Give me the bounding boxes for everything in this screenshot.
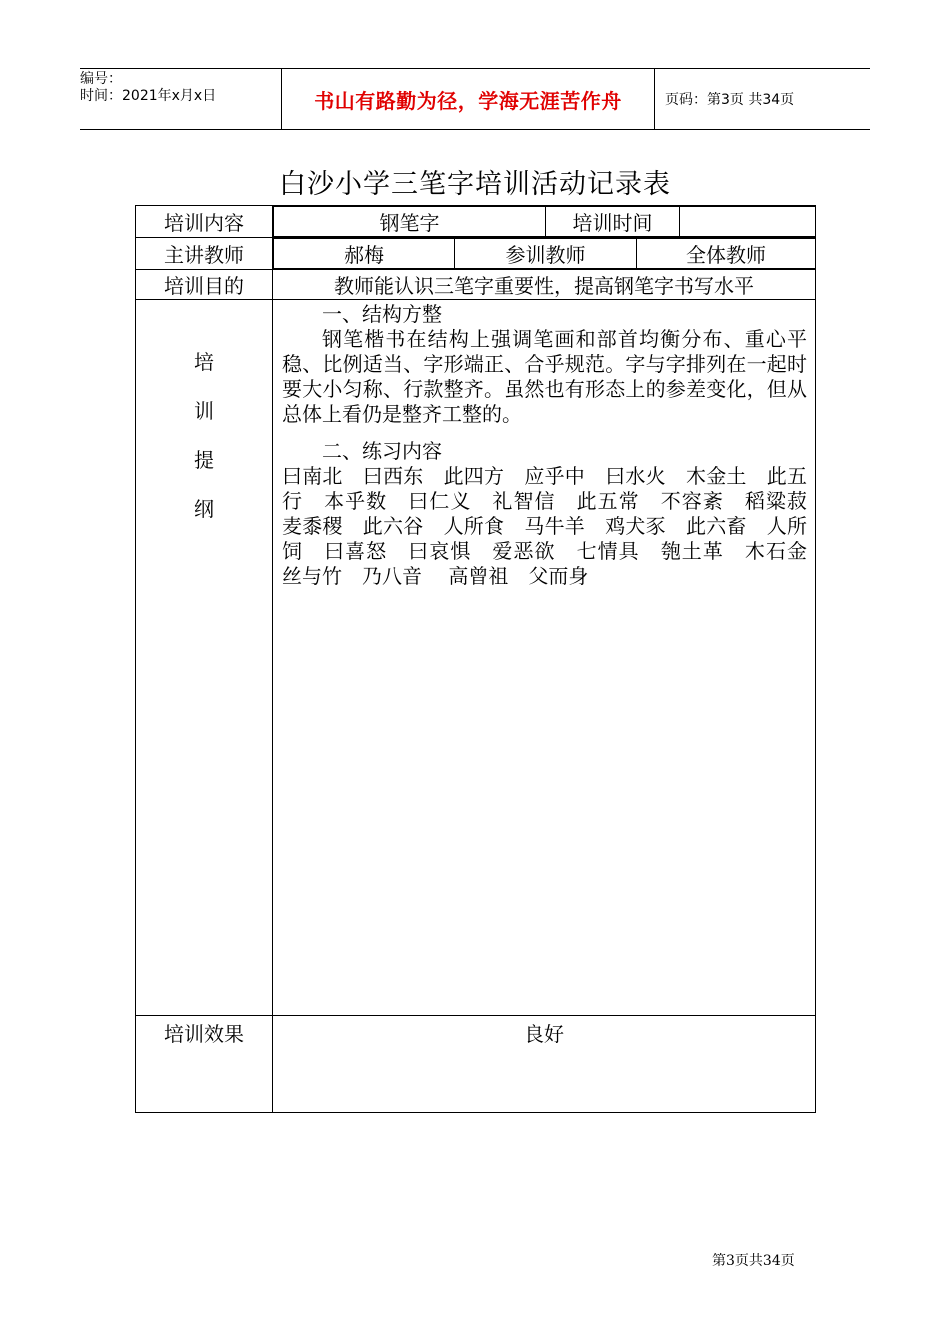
outline-label-char: 纲 — [194, 497, 214, 521]
outline-label-char: 提 — [194, 448, 214, 472]
label-purpose: 培训目的 — [136, 270, 273, 300]
row-teachers — [136, 238, 816, 270]
serial-label: 编号： — [80, 71, 122, 87]
outline-label-char: 培 — [194, 350, 214, 374]
row-effect — [136, 1016, 816, 1113]
outline-paragraph-structure: 钢笔楷书在结构上强调笔画和部首均衡分布、重心平稳、比例适当、字形端正、合乎规范。字与字排列在一起时要大小匀称、行款整齐。虽然也有形态上的参差变化，但从总体上看仍是整齐工整的。 — [282, 327, 807, 426]
outline-heading-structure: 一、结构方整 — [322, 302, 442, 326]
value-lecturer: 郝梅 — [274, 239, 455, 269]
label-time: 培训时间 — [546, 207, 680, 237]
outline-heading-practice: 二、练习内容 — [322, 439, 442, 463]
row-purpose — [136, 270, 816, 300]
date-line: 时间：2021年x月x日 — [80, 88, 217, 104]
row-content — [136, 206, 816, 238]
value-content: 钢笔字 — [274, 207, 546, 237]
value-participants: 全体教师 — [637, 239, 816, 269]
page-header — [80, 68, 870, 130]
header-motto: 书山有路勤为径，学海无涯苦作舟 — [282, 69, 655, 129]
document-title: 白沙小学三笔字培训活动记录表 — [279, 169, 671, 200]
record-table — [135, 205, 827, 1113]
value-effect: 良好 — [273, 1016, 816, 1113]
value-time — [680, 207, 816, 237]
label-participants: 参训教师 — [455, 239, 637, 269]
cell-content-group — [273, 206, 816, 238]
label-outline — [136, 300, 273, 1016]
cell-teachers-group — [273, 238, 816, 270]
outline-practice-text: 曰南北 曰西东 此四方 应乎中 曰水火 木金土 此五行 本乎数 曰仁义 礼智信 此五常 不容紊 稻粱菽 麦黍稷 此六谷 人所食 马牛羊 鸡犬豕 此六畜 人所饲 曰喜怒 曰哀惧 爱恶欲 七情具 匏土革 木石金 丝与竹 乃八音 高曾祖 父而身 — [282, 464, 827, 588]
outline-label-char: 训 — [194, 399, 214, 423]
outline-content — [273, 300, 827, 1016]
label-effect: 培训效果 — [136, 1016, 273, 1113]
row-outline — [136, 300, 816, 1016]
header-meta — [80, 69, 282, 129]
page-footer: 第3页共34页 — [712, 1253, 795, 1269]
header-page-info: 页码：第3页 共34页 — [665, 92, 795, 108]
label-content: 培训内容 — [136, 206, 273, 238]
label-lecturer: 主讲教师 — [136, 238, 273, 270]
value-purpose: 教师能认识三笔字重要性，提高钢笔字书写水平 — [273, 270, 816, 300]
